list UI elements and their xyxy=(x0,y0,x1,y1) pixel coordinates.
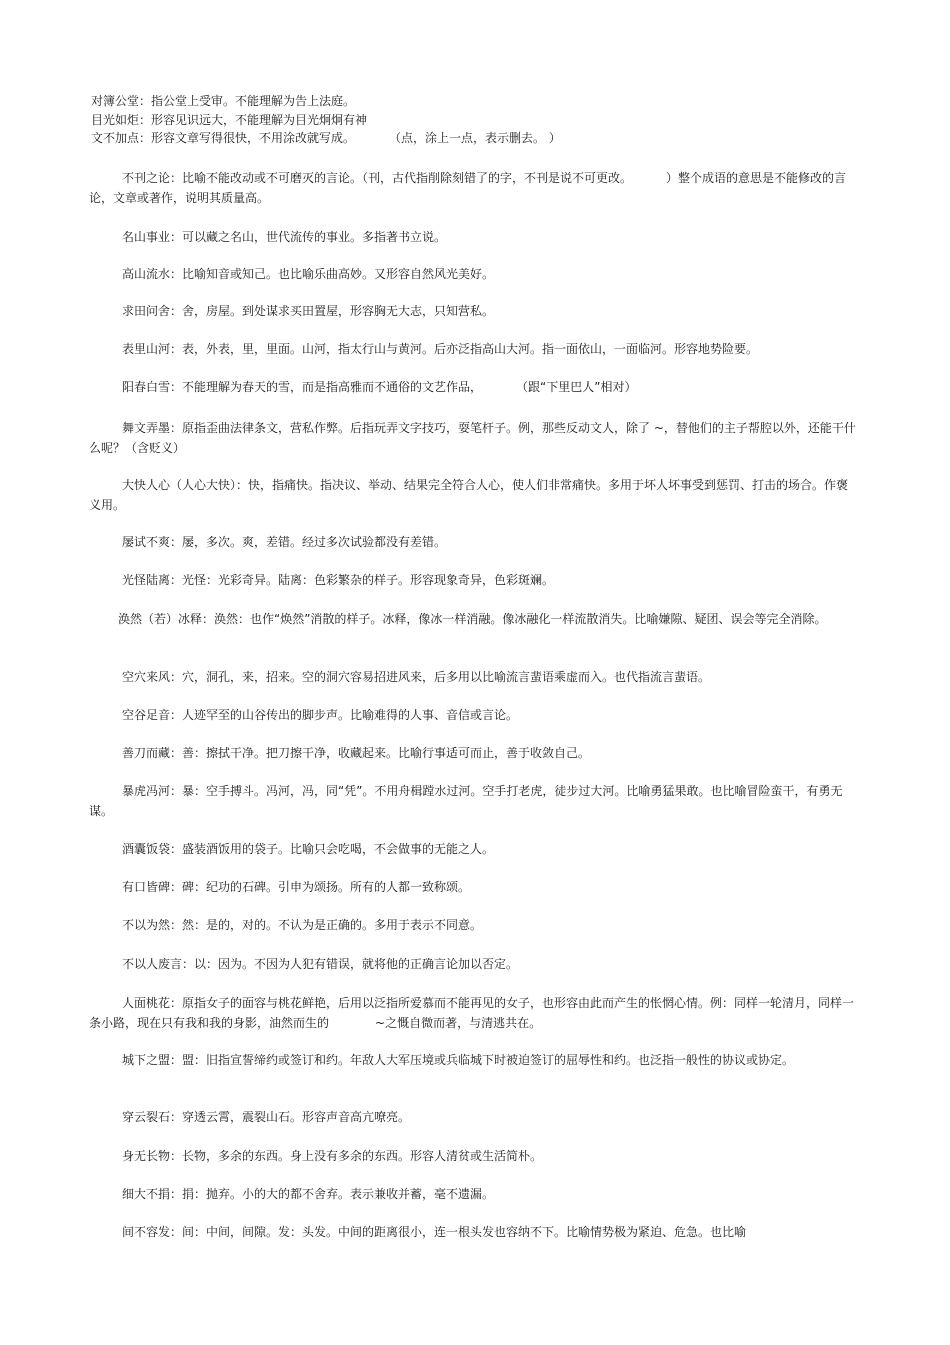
idiom-entry xyxy=(89,1185,857,1205)
note-text: 对簿公堂：指公堂上受审。不能理解为告上法庭。 xyxy=(91,94,356,108)
idiom-entry xyxy=(89,840,857,860)
entry-text: 舞文弄墨：原指歪曲法律条文，营私作弊。后指玩弄文字技巧，耍笔杆子。例，那些反动文人，除了 ~，替他们的主子帮腔以外，还能干什么呢？（含贬义） xyxy=(89,421,856,455)
entry-text: 求田问舍：舍，房屋。到处谋求买田置屋，形容胸无大志，只知营私。 xyxy=(122,304,495,318)
entry-text: 名山事业：可以藏之名山，世代流传的事业。多指著书立说。 xyxy=(122,230,447,244)
note-line xyxy=(91,111,561,130)
entry-text: 不刊之论：比喻不能改动或不可磨灭的言论。（刊，古代指削除刻错了的字，不刊是说不可更改。 xyxy=(122,171,633,185)
idiom-entry xyxy=(89,378,857,398)
entry-text: 间不容发：间：中间，间隙。发：头发。中间的距离很小，连一根头发也容纳不下。比喻情势极为紧迫、危急。也比喻 xyxy=(122,1225,747,1239)
entry-text: 空穴来风：穴，洞孔，来，招来。空的洞穴容易招进风来，后多用以比喻流言蜚语乘虚而入。也代指流言蜚语。 xyxy=(122,670,711,684)
idiom-entry xyxy=(89,1223,857,1243)
entry-text: 善刀而藏：善：擦拭干净。把刀擦干净，收藏起来。比喻行事适可而止，善于收敛自己。 xyxy=(122,746,591,760)
idiom-entry xyxy=(89,1108,857,1128)
entry-text: 细大不捐：捐：抛弃。小的大的都不舍弃。表示兼收并蓄，毫不遗漏。 xyxy=(122,1187,495,1201)
idiom-entry xyxy=(89,782,857,821)
idiom-entry xyxy=(89,571,857,591)
note-line xyxy=(91,92,561,111)
note-text: 目光如炬：形容见识远大，不能理解为目光炯炯有神 xyxy=(91,112,368,127)
entry-text: 人面桃花：原指女子的面容与桃花鲜艳，后用以泛指所爱慕而不能再见的女子，也形容由此而产生的怅惘心情。例：同样一轮清月，同样一条小路，现在只有我和我的身影，油然而生的 xyxy=(89,996,855,1030)
idiom-entry xyxy=(89,419,857,458)
idiom-entry xyxy=(89,228,857,248)
idiom-entry xyxy=(89,169,857,208)
entry-text-tail: ）整个成语的意思是不能修改的言论，文章或著作，说明其质量高。 xyxy=(89,171,847,205)
entry-text: 不以为然：然：是的，对的。不认为是正确的。多用于表示不同意。 xyxy=(122,918,483,932)
idiom-entry xyxy=(89,1051,857,1071)
idiom-entry xyxy=(89,340,857,360)
header-notes xyxy=(91,92,561,148)
idiom-entry xyxy=(89,476,857,515)
entry-text: 酒囊饭袋：盛装酒饭用的袋子。比喻只会吃喝，不会做事的无能之人。 xyxy=(122,842,495,856)
idiom-entry xyxy=(89,916,857,936)
idiom-entry xyxy=(89,955,857,975)
entry-text: 表里山河：表，外表，里，里面。山河，指太行山与黄河。后亦泛指高山大河。指一面依山，一面临河。形容地势险要。 xyxy=(122,342,759,356)
entry-text: 穿云裂石：穿透云霄，震裂山石。形容声音高亢嘹亮。 xyxy=(122,1110,411,1124)
entry-text: 高山流水：比喻知音或知己。也比喻乐曲高妙。又形容自然风光美好。 xyxy=(122,267,495,281)
idiom-entry xyxy=(89,1147,857,1167)
note-annotation: （点，涂上一点，表示删去。 ） xyxy=(389,131,561,146)
idiom-entry xyxy=(89,668,857,688)
idiom-entry xyxy=(89,265,857,285)
idiom-entry xyxy=(89,610,857,630)
idiom-entry xyxy=(89,533,857,553)
entry-text: 空谷足音：人迹罕至的山谷传出的脚步声。比喻难得的人事、音信或言论。 xyxy=(122,708,519,722)
entry-text: 有口皆碑：碑：纪功的石碑。引申为颂扬。所有的人都一致称颂。 xyxy=(122,880,471,894)
entry-text: 光怪陆离：光怪：光彩奇异。陆离：色彩繁杂的样子。形容现象奇异，色彩斑斓。 xyxy=(122,573,555,587)
entry-text: 屡试不爽：屡，多次。爽，差错。经过多次试验都没有差错。 xyxy=(122,535,447,549)
entry-text: 大快人心（人心大快）：快，指痛快。指决议、举动、结果完全符合人心，使人们非常痛快。多用于坏人坏事受到惩罚、打击的场合。作褒义用。 xyxy=(89,478,849,512)
idiom-entry xyxy=(89,302,857,322)
entry-text: 暴虎冯河：暴：空手搏斗。冯河，冯，同“凭”。不用舟楫蹚水过河。空手打老虎，徒步过大河。比喻勇猛果敢。也比喻冒险蛮干，有勇无谋。 xyxy=(89,784,843,818)
idiom-entry xyxy=(89,994,857,1033)
note-text: 文不加点：形容文章写得很快，不用涂改就写成。 xyxy=(91,131,356,146)
idiom-entry xyxy=(89,744,857,764)
entry-text-tail: （跟“下里巴人”相对） xyxy=(516,380,637,394)
idiom-entry xyxy=(89,706,857,726)
entry-text: 阳春白雪：不能理解为春天的雪，而是指高雅而不通俗的文艺作品， xyxy=(122,380,483,394)
entry-text: 不以人废言：以：因为。不因为人犯有错误，就将他的正确言论加以否定。 xyxy=(122,957,519,971)
entry-text: 城下之盟：盟：旧指宣誓缔约或签订和约。年敌人大军压境或兵临城下时被迫签订的屈辱性和约。也泛指一般性的协议或协定。 xyxy=(122,1053,795,1067)
idiom-entry xyxy=(89,878,857,898)
entry-text: 涣然（若）冰释：涣然：也作“焕然”消散的样子。冰释，像冰一样消融。像冰融化一样流散消失。比喻嫌隙、疑团、误会等完全消除。 xyxy=(118,612,827,626)
entry-text: 身无长物：长物，多余的东西。身上没有多余的东西。形容人清贫或生活简朴。 xyxy=(122,1149,543,1163)
note-line xyxy=(91,129,561,148)
entry-text-tail: ~之慨自微而著，与清逃共在。 xyxy=(375,1015,542,1030)
